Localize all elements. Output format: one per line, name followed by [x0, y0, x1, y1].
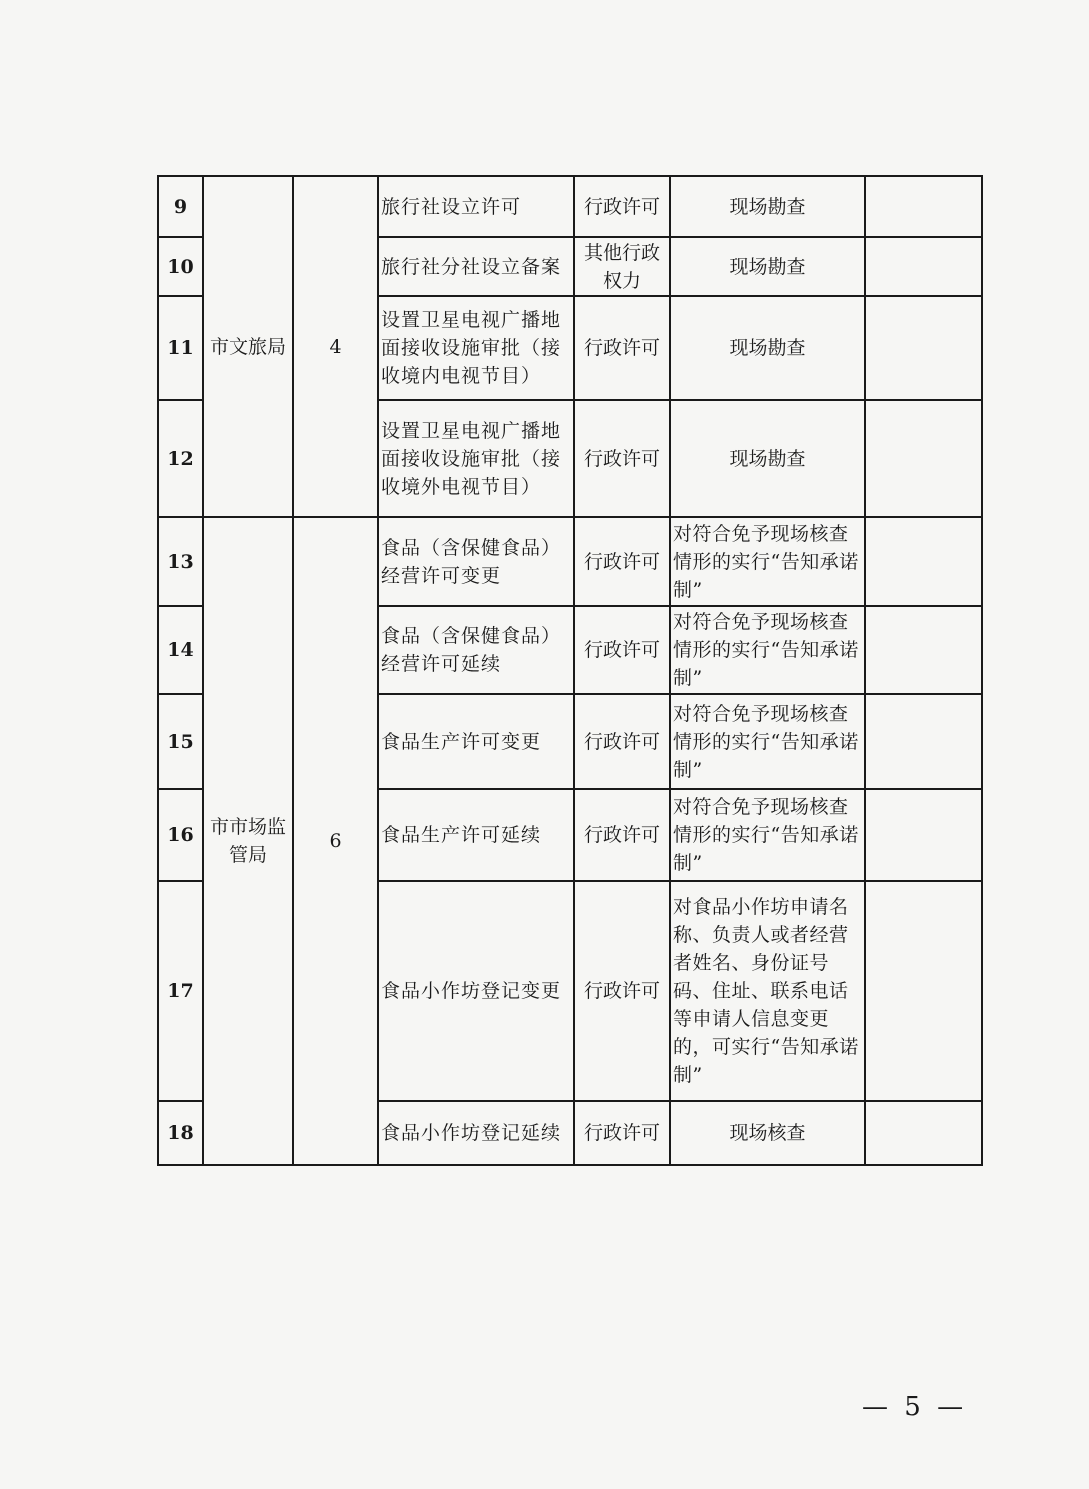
department-cell: 市文旅局: [203, 176, 293, 517]
item-type: 行政许可: [574, 789, 670, 881]
item-count-cell: 6: [293, 517, 378, 1165]
permits-table: [157, 175, 983, 1166]
row-number: 12: [158, 400, 203, 517]
item-method: 对符合免予现场核查情形的实行“告知承诺制”: [670, 606, 865, 694]
item-type: 行政许可: [574, 881, 670, 1101]
item-name: 食品小作坊登记延续: [378, 1101, 574, 1165]
item-name: 设置卫星电视广播地面接收设施审批（接收境内电视节目）: [378, 296, 574, 400]
row-number: 17: [158, 881, 203, 1101]
item-remark: [865, 296, 982, 400]
page-number: — 5 —: [862, 1392, 968, 1422]
item-name: 食品生产许可延续: [378, 789, 574, 881]
row-number: 18: [158, 1101, 203, 1165]
item-method: 现场勘查: [670, 400, 865, 517]
item-method: 现场核查: [670, 1101, 865, 1165]
item-type: 行政许可: [574, 1101, 670, 1165]
table-row: [158, 176, 982, 237]
item-type: 行政许可: [574, 694, 670, 789]
row-number: 11: [158, 296, 203, 400]
item-method: 对符合免予现场核查情形的实行“告知承诺制”: [670, 789, 865, 881]
row-number: 14: [158, 606, 203, 694]
row-number: 16: [158, 789, 203, 881]
department-cell: 市市场监管局: [203, 517, 293, 1165]
item-remark: [865, 176, 982, 237]
item-name: 设置卫星电视广播地面接收设施审批（接收境外电视节目）: [378, 400, 574, 517]
item-remark: [865, 237, 982, 296]
row-number: 10: [158, 237, 203, 296]
item-method: 对符合免予现场核查情形的实行“告知承诺制”: [670, 517, 865, 606]
item-name: 旅行社分社设立备案: [378, 237, 574, 296]
row-number: 9: [158, 176, 203, 237]
item-name: 食品生产许可变更: [378, 694, 574, 789]
row-number: 15: [158, 694, 203, 789]
item-type: 行政许可: [574, 517, 670, 606]
item-type: 其他行政权力: [574, 237, 670, 296]
item-remark: [865, 789, 982, 881]
item-method: 对符合免予现场核查情形的实行“告知承诺制”: [670, 694, 865, 789]
item-method: 现场勘查: [670, 176, 865, 237]
item-remark: [865, 400, 982, 517]
item-type: 行政许可: [574, 296, 670, 400]
item-name: 旅行社设立许可: [378, 176, 574, 237]
item-remark: [865, 1101, 982, 1165]
row-number: 13: [158, 517, 203, 606]
item-count-cell: 4: [293, 176, 378, 517]
item-method: 现场勘查: [670, 296, 865, 400]
item-remark: [865, 694, 982, 789]
item-remark: [865, 606, 982, 694]
item-type: 行政许可: [574, 176, 670, 237]
item-name: 食品（含保健食品）经营许可延续: [378, 606, 574, 694]
item-method: 对食品小作坊申请名称、负责人或者经营者姓名、身份证号码、住址、联系电话等申请人信息变更的，可实行“告知承诺制”: [670, 881, 865, 1101]
item-name: 食品小作坊登记变更: [378, 881, 574, 1101]
item-remark: [865, 517, 982, 606]
item-type: 行政许可: [574, 606, 670, 694]
item-type: 行政许可: [574, 400, 670, 517]
item-remark: [865, 881, 982, 1101]
item-method: 现场勘查: [670, 237, 865, 296]
item-name: 食品（含保健食品）经营许可变更: [378, 517, 574, 606]
table-row: [158, 517, 982, 606]
